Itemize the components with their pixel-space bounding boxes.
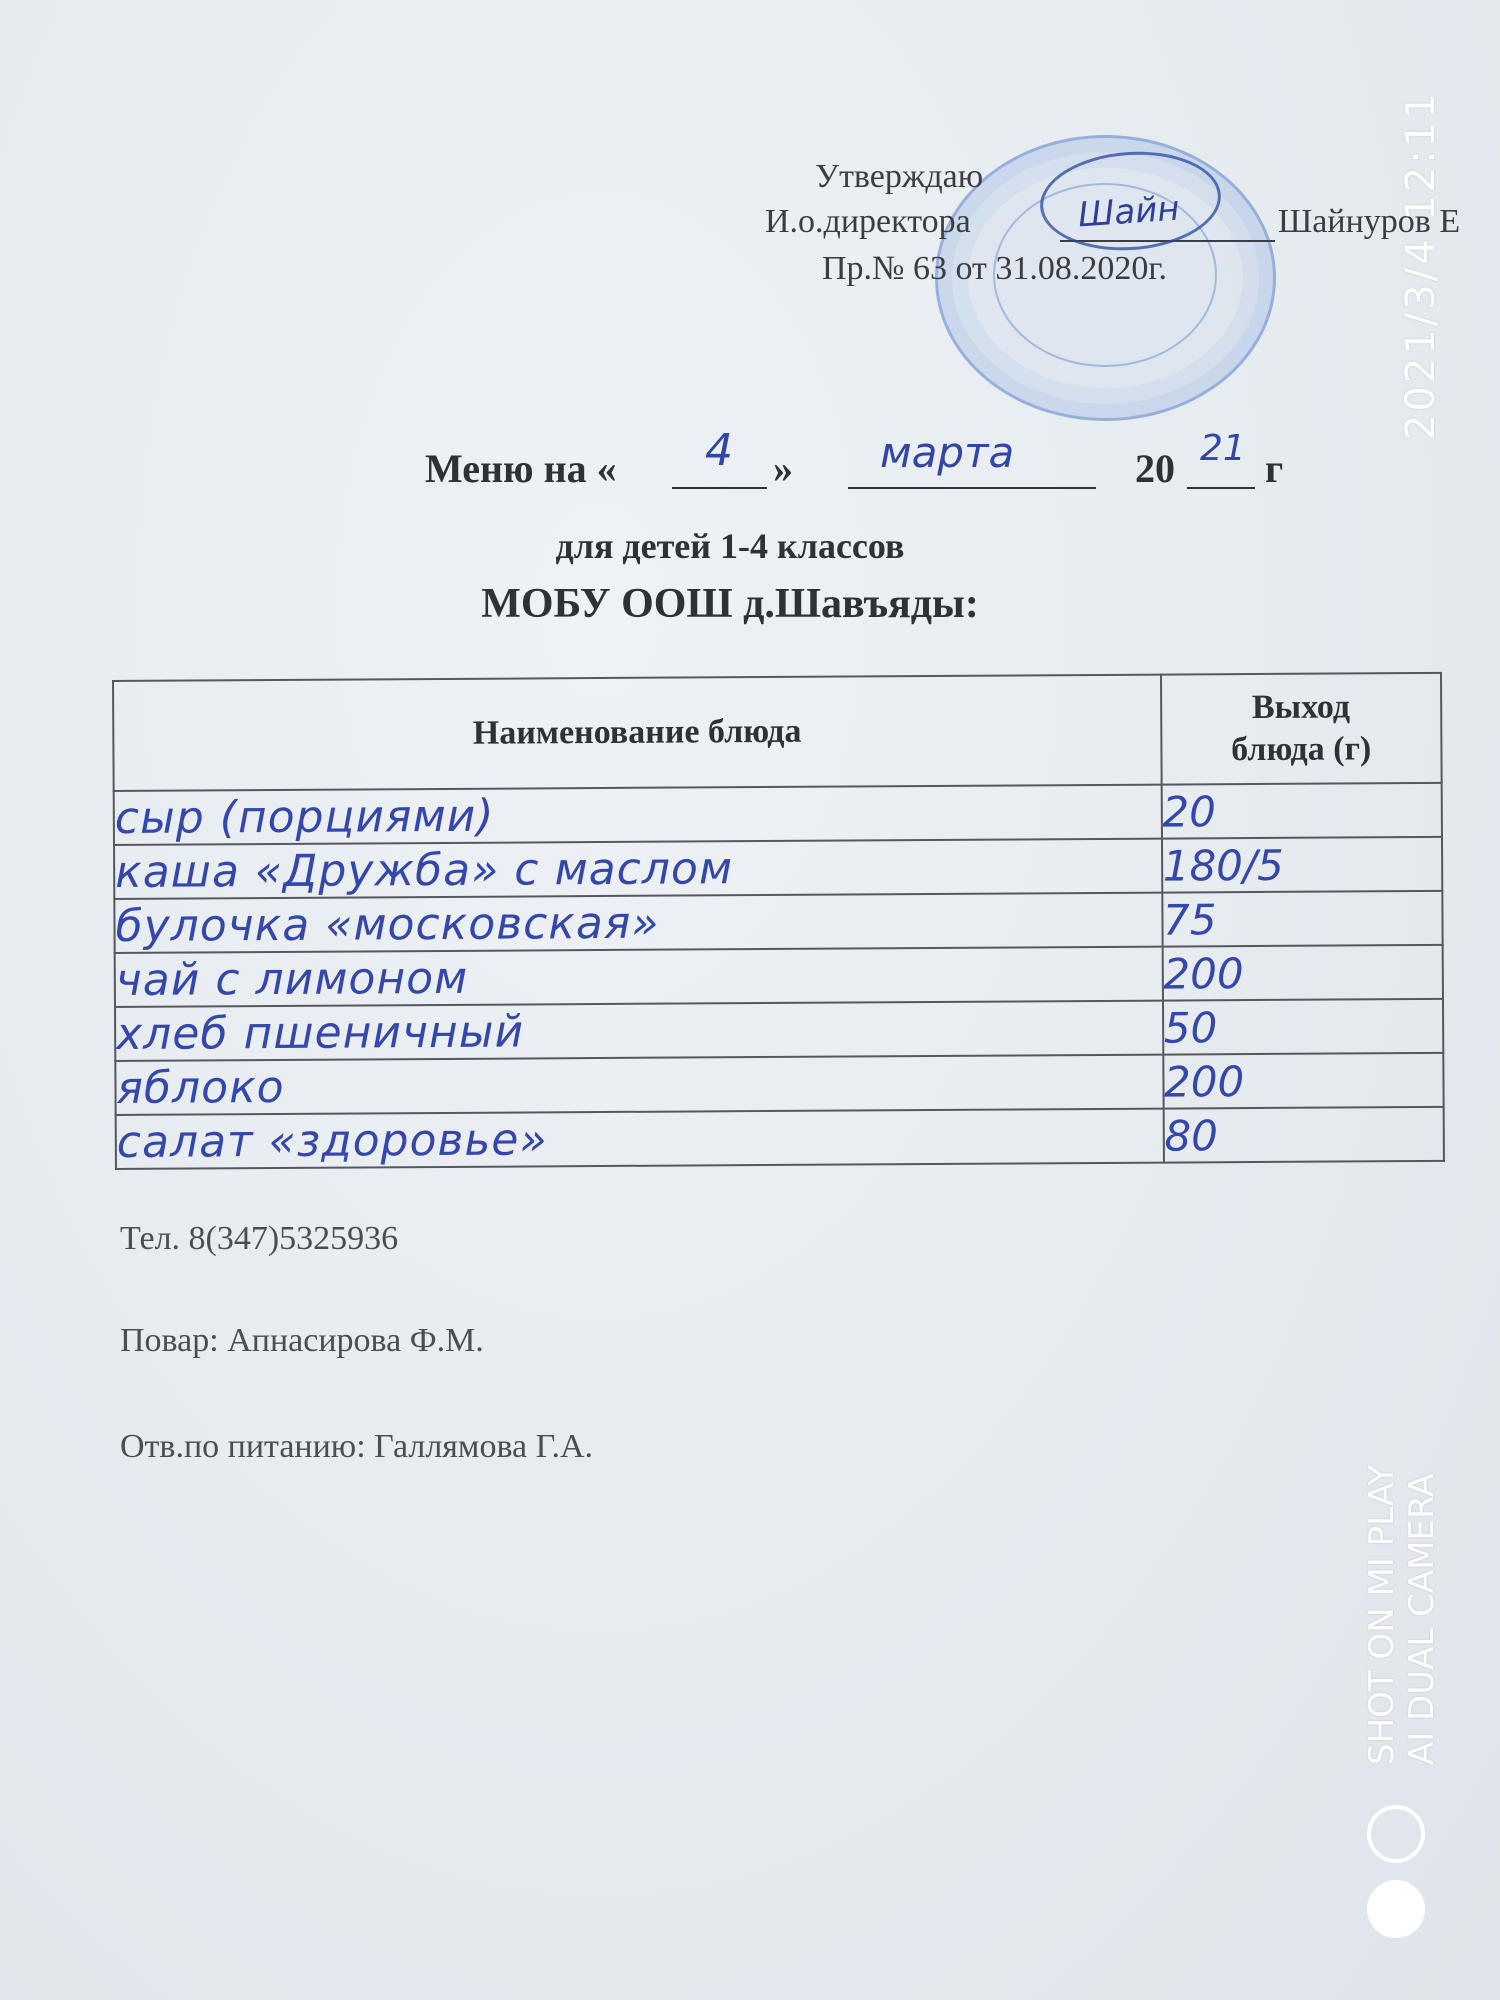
camera-watermark-line2: AI DUAL CAMERA — [1402, 1473, 1442, 1765]
camera-dot-icon — [1367, 1880, 1425, 1938]
dish-name: каша «Дружба» с маслом — [114, 839, 1162, 899]
month-blank — [848, 487, 1096, 489]
header-yield — [1161, 673, 1442, 785]
dish-name: яблоко — [115, 1055, 1163, 1115]
menu-table — [112, 672, 1445, 1170]
dish-weight: 200 — [1163, 1053, 1444, 1109]
dish-name: салат «здоровье» — [116, 1109, 1164, 1169]
camera-watermark-line1: SHOT ON MI PLAY — [1362, 1464, 1402, 1765]
table-row — [115, 999, 1443, 1061]
table-row — [116, 1107, 1444, 1169]
responsible-person: Отв.по питанию: Галлямова Г.А. — [120, 1428, 594, 1465]
approval-order: Пр.№ 63 от 31.08.2020г. — [822, 250, 1168, 287]
year-suffix: г — [1265, 446, 1284, 491]
header-yield-line2: блюда (г) — [1231, 730, 1372, 769]
dish-name: хлеб пшеничный — [115, 1001, 1163, 1061]
menu-prefix: Меню на « — [425, 446, 617, 491]
approval-director-label: И.о.директора — [765, 203, 971, 240]
table-row — [114, 837, 1442, 899]
camera-ring-icon — [1367, 1805, 1425, 1863]
table-row — [114, 891, 1442, 953]
cook-name: Повар: Апнасирова Ф.М. — [120, 1322, 484, 1359]
quote-close: » — [773, 446, 793, 491]
menu-date-line — [425, 445, 617, 492]
dish-weight: 20 — [1161, 783, 1442, 839]
camera-datetime: 2021/3/4 12:11 — [1398, 90, 1444, 440]
approval-title: Утверждаю — [815, 158, 984, 195]
day-blank — [672, 487, 767, 489]
school-name: МОБУ ООШ д.Шавъяды: — [481, 581, 979, 627]
approval-director-name: Шайнуров Е — [1278, 203, 1461, 240]
dish-weight: 80 — [1163, 1107, 1444, 1163]
dish-weight: 50 — [1163, 999, 1444, 1055]
table-header-row — [113, 673, 1442, 791]
month-handwritten: марта — [880, 428, 1015, 477]
table-row — [115, 1053, 1443, 1115]
dish-weight: 75 — [1162, 891, 1443, 947]
header-yield-line1: Выход — [1251, 687, 1351, 726]
year-prefix: 20 — [1135, 446, 1175, 491]
dish-name: булочка «московская» — [114, 893, 1162, 953]
dish-name: чай с лимоном — [115, 947, 1163, 1007]
header-dish-name: Наименование блюда — [113, 675, 1161, 791]
year-handwritten: 21 — [1200, 428, 1246, 469]
dish-weight: 180/5 — [1162, 837, 1443, 893]
day-handwritten: 4 — [705, 425, 733, 476]
phone-number: Тел. 8(347)5325936 — [120, 1220, 399, 1257]
menu-table-wrap — [112, 672, 1445, 1168]
table-row — [115, 945, 1443, 1007]
year-blank — [1187, 487, 1255, 489]
audience-subtitle: для детей 1-4 классов — [555, 526, 905, 566]
table-row — [114, 783, 1442, 845]
dish-weight: 200 — [1162, 945, 1443, 1001]
signature: Шайн — [1076, 188, 1181, 236]
dish-name: сыр (порциями) — [114, 785, 1162, 845]
